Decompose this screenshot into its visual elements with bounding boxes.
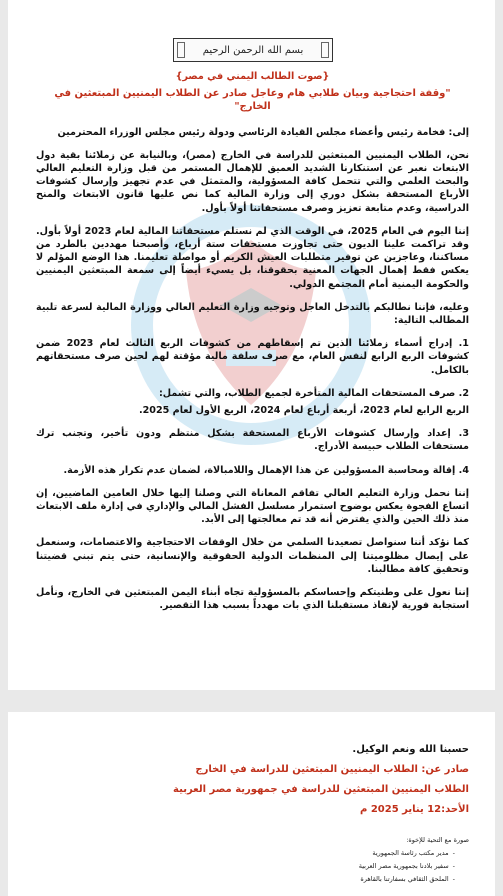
addressee: إلى: فخامة رئيس وأعضاء مجلس القيادة الرئاسي ودولة رئيس مجلس الوزراء المحترمين: [57, 126, 469, 138]
demand-4: 4. إقالة ومحاسبة المسؤولين عن هذا الإهمال واللامبالاة، لضمان عدم تكرار هذه الأزمة.: [63, 464, 469, 476]
letter-page-2: [8, 712, 495, 896]
copies-title: صورة مع التحية للإخوة:: [406, 836, 469, 844]
demand-2-details: الربع الرابع لعام 2023، أربعة أرباع لعام 2024، الربع الأول لعام 2025.: [138, 405, 469, 417]
demand-3: 3. إعداد وإرسال كشوفات الأرباع المستحقة بشكل منتظم ودون تأخير، وتجنب ترك مستحقات الطلاب حبيسة الأدراج.: [36, 428, 469, 453]
statement-subtitle: "وقفة احتجاجية وبيان طلابي هام وعاجل صادر عن الطلاب اليمنيين المبتعثين في الخارج": [54, 88, 451, 113]
students-egypt: الطلاب اليمنيين المبتعثين للدراسة في جمهورية مصر العربية: [173, 784, 469, 795]
copies-list: [359, 834, 469, 886]
paragraph-5: كما نؤكد أننا سنواصل تصعيدنا السلمي من خلال الوقفات الاحتجاجية والاعتصامات، وسنعمل على إيصال مظلوميتنا إلى المنظمات الدولية الحقوقية والإنسانية، حتى يتم تبني قضيتنا وتحقيق كافة مطالبنا.: [36, 537, 469, 575]
paragraph-2: إننا اليوم في العام 2025، في الوقت الذي لم نستلم مستحقاتنا المالية لعام 2023 أولاً بأول. وقد تراكمت علينا الديون حتى تجاوزت مستحقات ستة أرباع، وأصبحنا مهددين بالطرد من مساكننا، وعاجزين عن توفير متطلبات العيش الكريم أو مواصلة تعليمنا. هذا الوضع المؤلم لا يعكس فقط إهمال الجهات المعنية بحقوقنا، بل يسيء أيضاً إلى سمعة المبتعثين اليمنيين والحكومة اليمنية أمام المجتمع الدولي.: [36, 225, 469, 290]
issued-by: صادر عن: الطلاب اليمنيين المبتعثين للدراسة في الخارج: [195, 764, 469, 775]
letter-page-1: [8, 0, 495, 690]
source-title: {صوت الطالب اليمني في مصر}: [175, 71, 330, 82]
copy-recipient: - سفير بلادنا بجمهورية مصر العربية: [359, 860, 455, 873]
paragraph-6: إننا نعول على وطنيتكم وإحساسكم بالمسؤولية تجاه أبناء اليمن المبتعثين في الخارج، ونأمل استجابة فورية لإنقاذ مستقبلنا الذي بات مهدداً بسبب هذا التقصير.: [36, 587, 469, 612]
basmala-banner: [173, 38, 333, 62]
demand-2: 2. صرف المستحقات المالية المتأخرة لجميع الطلاب، والتي تشمل:: [158, 387, 469, 399]
demand-1: 1. إدراج أسماء زملائنا الذين تم إسقاطهم من كشوفات الربع الثالث لعام 2023 ضمن كشوفات الربع الرابع لنفس العام، مع صرف سلفة مالية مؤقتة لهم لحين صرف مستحقاتهم بالكامل.: [36, 338, 469, 376]
paragraph-1: نحن، الطلاب اليمنيين المبتعثين للدراسة في الخارج (مصر)، وبالنيابة عن زملائنا بقية دول الابتعاث نعبر عن استنكارنا الشديد العميق للإهمال المستمر من قبل وزارة التعليم العالي والبحث العلمي والتي تتحمل كافة المسؤولية، والمتمثل في عدم تجهيز وإرسال كشوفات الأرباع المستحقة بشكل دوري إلى وزارة المالية كما نص عليها قانون الابتعاث والمنح الدراسية، وعدم متابعة تعزيز وصرف مستحقاتنا أولاً بأول.: [36, 149, 469, 214]
copy-recipient: - مدير مكتب رئاسة الجمهورية: [359, 847, 455, 860]
letter-body: [36, 70, 469, 623]
paragraph-4: إننا نحمل وزارة التعليم العالي تفاقم المعاناة التي وصلنا إليها خلال العامين الماضيين، إن اتساع الفجوة يعكس بوضوح استمرار مسلسل الفشل المالي والإداري في إدارة ملف الابتعاث منذ ذلك الحين والذي يفترض أنه قد تم معالجتها إلى الأبد.: [36, 487, 469, 526]
letter-date: الأحد:12 يناير 2025 م: [360, 804, 469, 815]
hasbuna-line: حسبنا الله ونعم الوكيل.: [352, 744, 469, 755]
signature-block: [32, 740, 469, 820]
copy-recipient: - الملحق الثقافي بسفارتنا بالقاهرة: [359, 873, 455, 886]
basmala-text: بسم الله الرحمن الرحيم: [202, 44, 304, 56]
paragraph-3: وعليه، فإننا نطالبكم بالتدخل العاجل وتوجيه وزارة التعليم العالي ووزارة المالية لسرعة تلبية المطالب التالية:: [36, 301, 469, 327]
